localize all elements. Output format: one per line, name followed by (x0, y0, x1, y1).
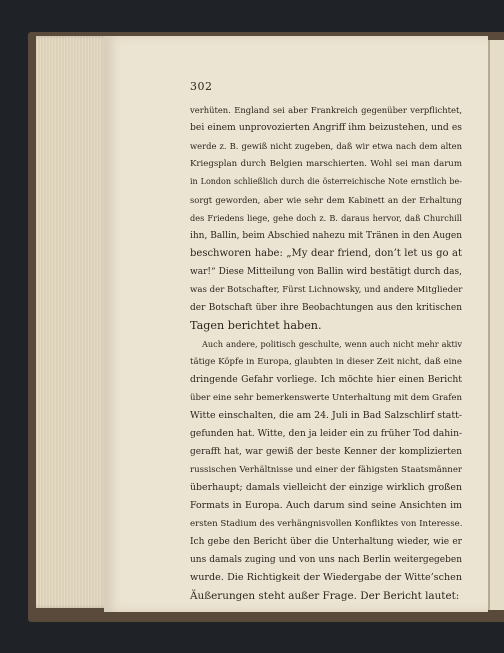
text-line: Äußerungen steht außer Frage. Der Bericht lautet: (190, 590, 460, 602)
text-line: uns damals zuging und von uns nach Berlin weitergegeben (190, 555, 462, 565)
text-line: Auch andere, politisch geschulte, wenn auch nicht mehr aktiv (202, 339, 462, 349)
text-line: tätige Köpfe in Europa, glaubten in dieser Zeit nicht, daß eine (190, 357, 462, 367)
text-line: was der Botschafter, Fürst Lichnowsky, und andere Mitglieder (190, 285, 463, 295)
text-line: war!“ Diese Mitteilung von Ballin wird bestätigt durch das, (190, 267, 462, 277)
text-line: Witte einschalten, die am 24. Juli in Bad Salzschlirf statt- (190, 410, 463, 421)
text-line: russischen Verhältnisse und einer der fähigsten Staatsmänner (190, 465, 463, 475)
text-line: wurde. Die Richtigkeit der Wiedergabe der Witte’schen (190, 572, 462, 583)
page-number: 302 (190, 80, 213, 93)
text-line: dringende Gefahr vorliege. Ich möchte hier einen Bericht (190, 374, 462, 385)
text-line: der Botschaft über ihre Beobachtungen aus den kritischen (190, 303, 462, 313)
facing-page-edge (488, 40, 504, 610)
text-line: ersten Stadium des verhängnisvollen Konfliktes von Interesse. (190, 519, 463, 529)
page-text (190, 101, 462, 605)
text-line: Kriegsplan durch Belgien marschierten. Wohl sei man darum (190, 159, 462, 169)
text-line: des Friedens liege, gehe doch z. B. daraus hervor, daß Churchill (190, 213, 462, 223)
text-line: Tagen berichtet haben. (190, 319, 322, 332)
text-line: gerafft hat, war gewiß der beste Kenner der komplizierten (190, 447, 462, 457)
text-line: beschworen habe: „My dear friend, don’t let us go at (190, 248, 462, 259)
text-line: gefunden hat. Witte, den ja leider ein zu früher Tod dahin- (190, 428, 463, 439)
text-line: in London schließlich durch die österreichische Note ernstlich be- (190, 177, 462, 186)
text-line: bei einem unprovozierten Angriff ihm beizustehen, und es (190, 122, 462, 133)
text-line: Formats in Europa. Auch darum sind seine Ansichten im (190, 500, 462, 511)
text-line: über eine sehr bemerkenswerte Unterhaltung mit dem Grafen (190, 393, 463, 403)
text-line: sorgt geworden, aber wie sehr dem Kabinett an der Erhaltung (190, 195, 462, 205)
text-line: überhaupt; damals vielleicht der einzige wirklich großen (190, 482, 462, 493)
text-line: Ich gebe den Bericht über die Unterhaltung wieder, wie er (190, 537, 462, 547)
page-edges (36, 36, 108, 608)
text-line: ihn, Ballin, beim Abschied nahezu mit Tränen in den Augen (190, 231, 462, 241)
text-line: verhüten. England sei aber Frankreich gegenüber verpflichtet, (190, 105, 462, 115)
text-line: werde z. B. gewiß nicht zugeben, daß wir etwa nach dem alten (190, 141, 462, 151)
